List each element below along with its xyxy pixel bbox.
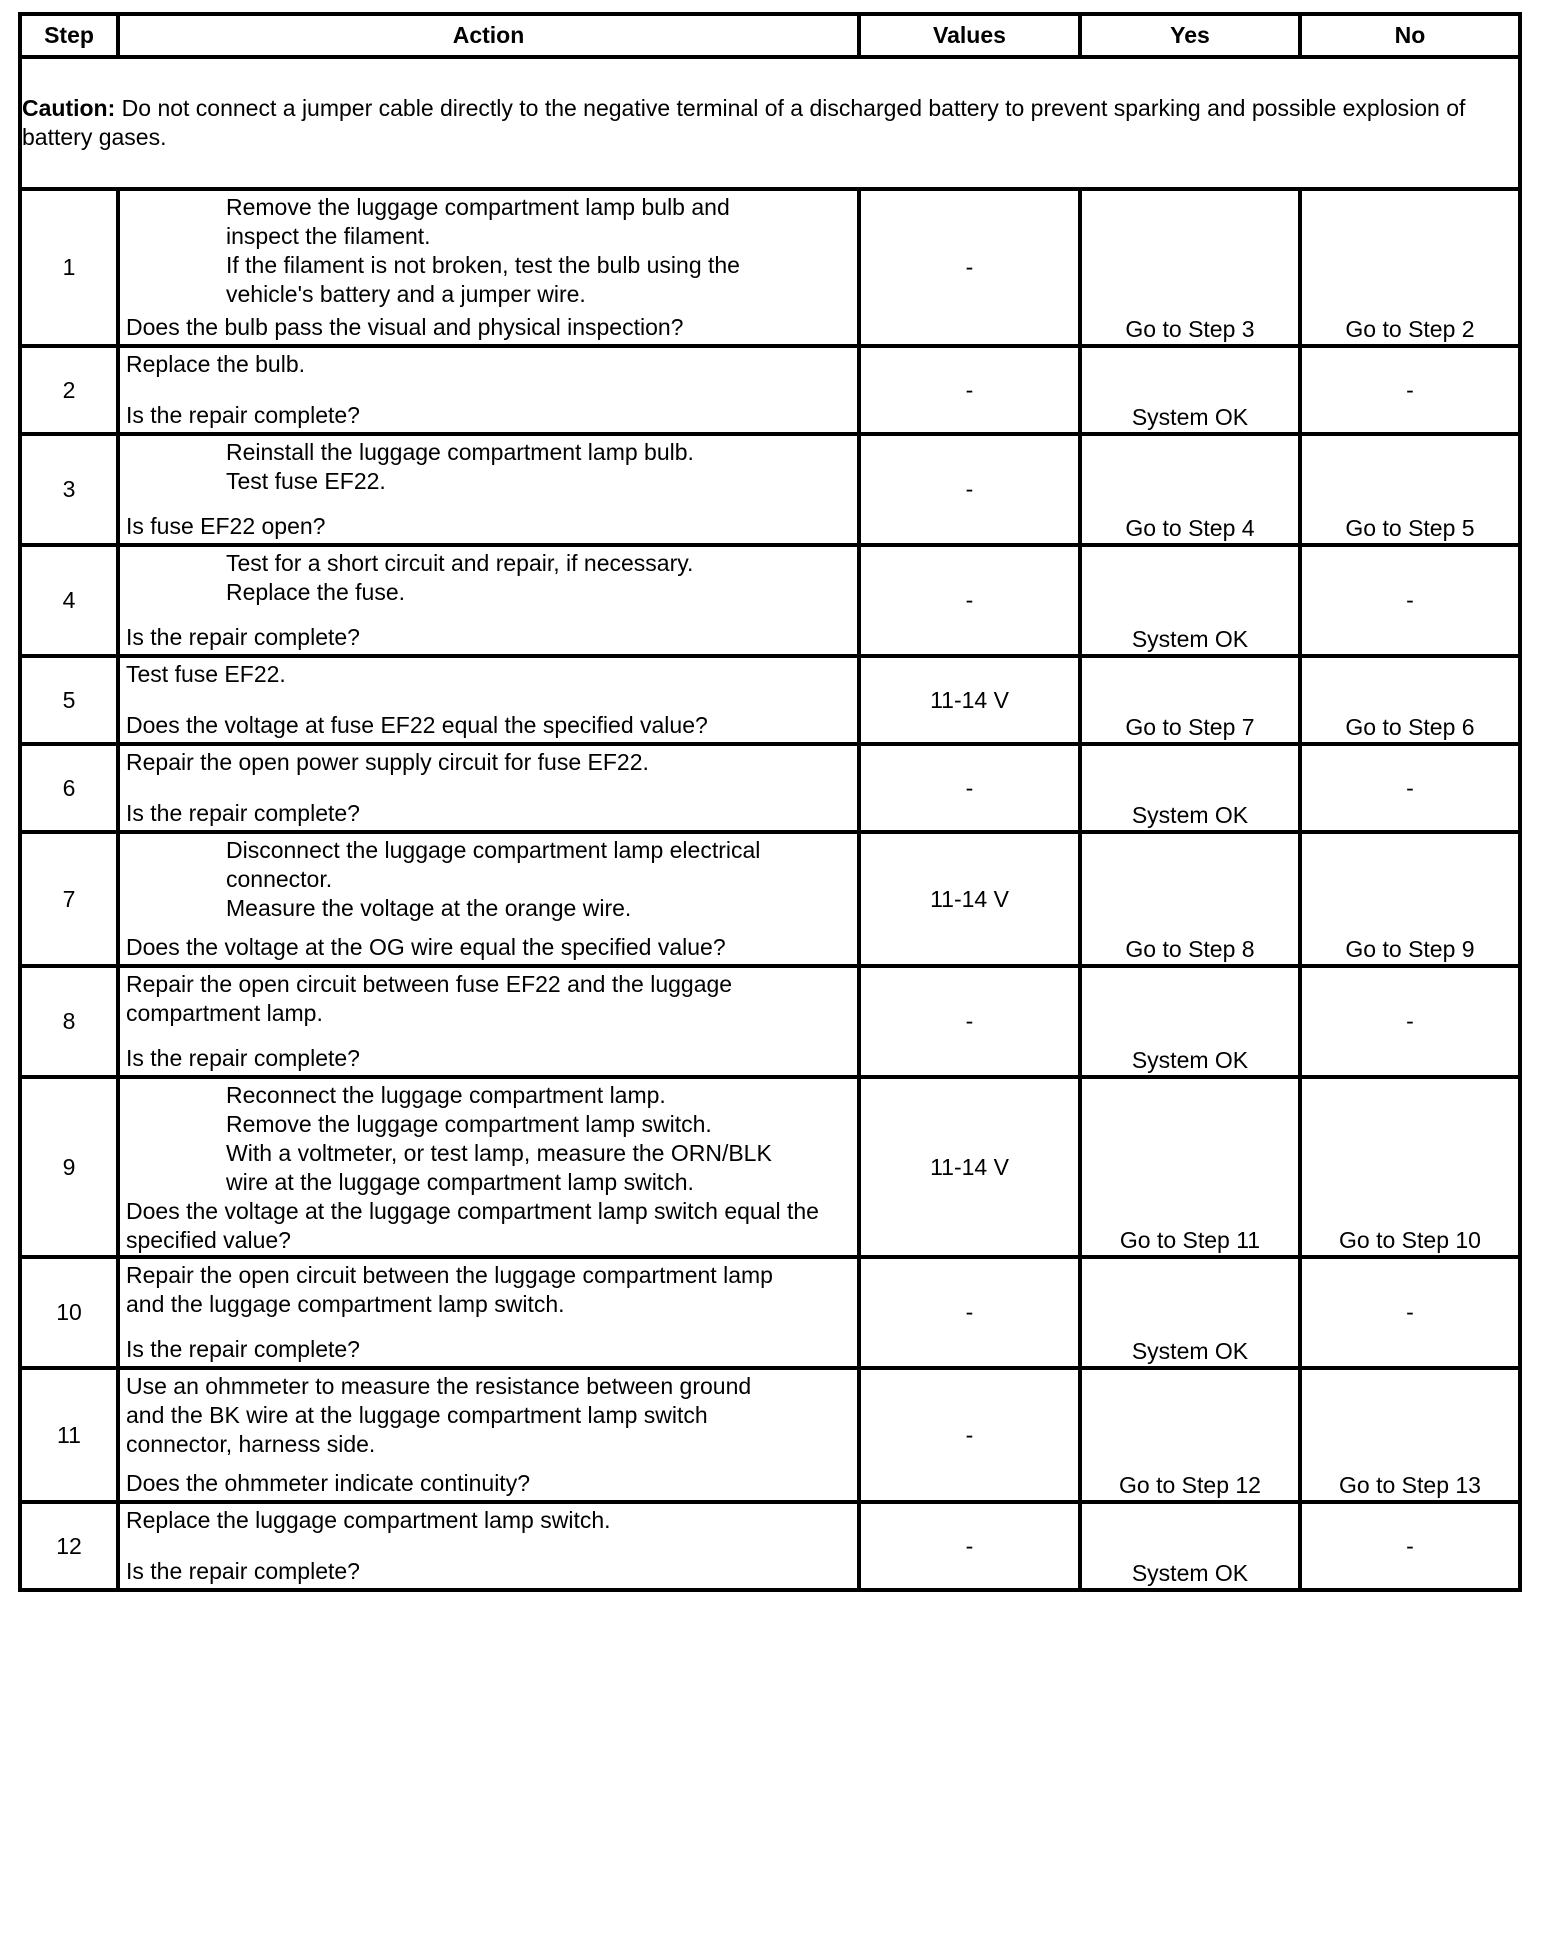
action-instructions <box>126 438 851 496</box>
action-question: Does the voltage at the luggage compartment lamp switch equal the specified value? <box>126 1198 819 1253</box>
step-number: 1 <box>20 189 118 346</box>
instruction-line: With a voltmeter, or test lamp, measure the ORN/BLK <box>226 1140 772 1166</box>
action-instructions <box>126 1261 851 1319</box>
header-yes: Yes <box>1080 14 1300 57</box>
step-number: 3 <box>20 434 118 545</box>
instruction-line: Measure the voltage at the orange wire. <box>226 895 632 921</box>
instruction-line: Replace the luggage compartment lamp switch. <box>126 1507 611 1533</box>
table-row <box>20 656 1520 744</box>
action-question: Does the bulb pass the visual and physical inspection? <box>126 314 684 340</box>
yes-cell: System OK <box>1080 346 1300 434</box>
values-cell: - <box>859 545 1080 656</box>
yes-cell: Go to Step 4 <box>1080 434 1300 545</box>
action-cell <box>118 832 859 966</box>
action-question: Does the ohmmeter indicate continuity? <box>126 1470 530 1496</box>
instruction-line: and the BK wire at the luggage compartment lamp switch <box>126 1402 708 1428</box>
instruction-line: Repair the open power supply circuit for fuse EF22. <box>126 749 649 775</box>
no-cell: - <box>1300 966 1520 1077</box>
instruction-line: Repair the open circuit between the luggage compartment lamp <box>126 1262 773 1288</box>
values-cell: 11-14 V <box>859 1077 1080 1257</box>
no-cell: Go to Step 6 <box>1300 656 1520 744</box>
table-row <box>20 966 1520 1077</box>
action-instructions <box>126 836 851 923</box>
instruction-line: inspect the filament. <box>226 223 431 249</box>
action-question: Is the repair complete? <box>126 402 360 428</box>
values-cell: - <box>859 189 1080 346</box>
table-row <box>20 1368 1520 1502</box>
table-row <box>20 744 1520 832</box>
caution-label: Caution: <box>22 95 116 121</box>
values-cell: 11-14 V <box>859 832 1080 966</box>
action-cell <box>118 1368 859 1502</box>
table-row <box>20 1502 1520 1590</box>
values-cell: - <box>859 1368 1080 1502</box>
action-cell <box>118 434 859 545</box>
action-question: Does the voltage at fuse EF22 equal the specified value? <box>126 712 708 738</box>
caution-note <box>20 57 1520 189</box>
instruction-line: wire at the luggage compartment lamp switch. <box>226 1169 694 1195</box>
step-number: 4 <box>20 545 118 656</box>
action-cell <box>118 346 859 434</box>
values-cell: - <box>859 966 1080 1077</box>
action-instructions <box>126 748 851 777</box>
yes-cell: System OK <box>1080 1502 1300 1590</box>
header-no: No <box>1300 14 1520 57</box>
instruction-line: Remove the luggage compartment lamp bulb and <box>226 194 730 220</box>
action-question: Is the repair complete? <box>126 1558 360 1584</box>
yes-cell: System OK <box>1080 966 1300 1077</box>
instruction-line: Replace the bulb. <box>126 351 306 377</box>
action-question: Does the voltage at the OG wire equal the specified value? <box>126 934 726 960</box>
yes-cell: System OK <box>1080 545 1300 656</box>
instruction-line: Repair the open circuit between fuse EF22 and the luggage <box>126 971 733 997</box>
instruction-line: Reinstall the luggage compartment lamp bulb. <box>226 439 694 465</box>
table-row <box>20 832 1520 966</box>
values-cell: - <box>859 744 1080 832</box>
step-number: 2 <box>20 346 118 434</box>
action-question: Is fuse EF22 open? <box>126 513 326 539</box>
instruction-line: Disconnect the luggage compartment lamp electrical <box>226 837 761 863</box>
header-action: Action <box>118 14 859 57</box>
header-row <box>20 14 1520 57</box>
action-question: Is the repair complete? <box>126 1045 360 1071</box>
instruction-line: Test for a short circuit and repair, if necessary. <box>226 550 694 576</box>
no-cell: Go to Step 5 <box>1300 434 1520 545</box>
values-cell: - <box>859 1502 1080 1590</box>
action-question: Is the repair complete? <box>126 800 360 826</box>
instruction-line: Use an ohmmeter to measure the resistance between ground <box>126 1373 752 1399</box>
instruction-line: connector. <box>226 866 333 892</box>
step-number: 5 <box>20 656 118 744</box>
diagnostic-table <box>18 12 1522 1592</box>
yes-cell: Go to Step 8 <box>1080 832 1300 966</box>
instruction-line: and the luggage compartment lamp switch. <box>126 1291 565 1317</box>
values-cell: - <box>859 1257 1080 1368</box>
action-cell <box>118 656 859 744</box>
header-step: Step <box>20 14 118 57</box>
step-number: 11 <box>20 1368 118 1502</box>
action-instructions <box>126 1506 851 1535</box>
instruction-line: Reconnect the luggage compartment lamp. <box>226 1082 666 1108</box>
table-row <box>20 1077 1520 1257</box>
no-cell: - <box>1300 545 1520 656</box>
action-question: Is the repair complete? <box>126 624 360 650</box>
instruction-line: Replace the fuse. <box>226 579 406 605</box>
action-cell <box>118 966 859 1077</box>
yes-cell: System OK <box>1080 744 1300 832</box>
table-row <box>20 189 1520 346</box>
action-instructions <box>126 350 851 379</box>
no-cell: Go to Step 10 <box>1300 1077 1520 1257</box>
instruction-line: connector, harness side. <box>126 1431 376 1457</box>
no-cell: - <box>1300 1257 1520 1368</box>
step-number: 9 <box>20 1077 118 1257</box>
yes-cell: System OK <box>1080 1257 1300 1368</box>
yes-cell: Go to Step 12 <box>1080 1368 1300 1502</box>
header-values: Values <box>859 14 1080 57</box>
action-instructions <box>126 549 851 607</box>
yes-cell: Go to Step 3 <box>1080 189 1300 346</box>
values-cell: - <box>859 346 1080 434</box>
instruction-line: Test fuse EF22. <box>226 468 386 494</box>
yes-cell: Go to Step 11 <box>1080 1077 1300 1257</box>
instruction-line: Test fuse EF22. <box>126 661 286 687</box>
instruction-line: Remove the luggage compartment lamp switch. <box>226 1111 712 1137</box>
instruction-line: If the filament is not broken, test the bulb using the <box>226 252 740 278</box>
action-instructions <box>126 970 851 1028</box>
action-instructions <box>126 660 851 689</box>
no-cell: Go to Step 13 <box>1300 1368 1520 1502</box>
step-number: 6 <box>20 744 118 832</box>
action-cell <box>118 1502 859 1590</box>
action-cell <box>118 545 859 656</box>
action-cell <box>118 189 859 346</box>
step-number: 10 <box>20 1257 118 1368</box>
no-cell: Go to Step 9 <box>1300 832 1520 966</box>
table-row <box>20 1257 1520 1368</box>
no-cell: - <box>1300 1502 1520 1590</box>
action-instructions <box>126 193 851 309</box>
action-question: Is the repair complete? <box>126 1336 360 1362</box>
no-cell: - <box>1300 346 1520 434</box>
caution-row <box>20 57 1520 189</box>
action-cell <box>118 1257 859 1368</box>
instruction-line: vehicle's battery and a jumper wire. <box>226 281 586 307</box>
no-cell: Go to Step 2 <box>1300 189 1520 346</box>
step-number: 12 <box>20 1502 118 1590</box>
table-row <box>20 545 1520 656</box>
caution-text: Do not connect a jumper cable directly to the negative terminal of a discharged battery to prevent sparking and possible explosion of battery gases. <box>22 95 1466 150</box>
no-cell: - <box>1300 744 1520 832</box>
yes-cell: Go to Step 7 <box>1080 656 1300 744</box>
values-cell: 11-14 V <box>859 656 1080 744</box>
action-instructions <box>126 1372 851 1459</box>
action-cell <box>118 744 859 832</box>
step-number: 8 <box>20 966 118 1077</box>
action-cell <box>118 1077 859 1257</box>
instruction-line: compartment lamp. <box>126 1000 323 1026</box>
table-row <box>20 434 1520 545</box>
step-number: 7 <box>20 832 118 966</box>
action-instructions <box>126 1081 851 1197</box>
table-row <box>20 346 1520 434</box>
values-cell: - <box>859 434 1080 545</box>
